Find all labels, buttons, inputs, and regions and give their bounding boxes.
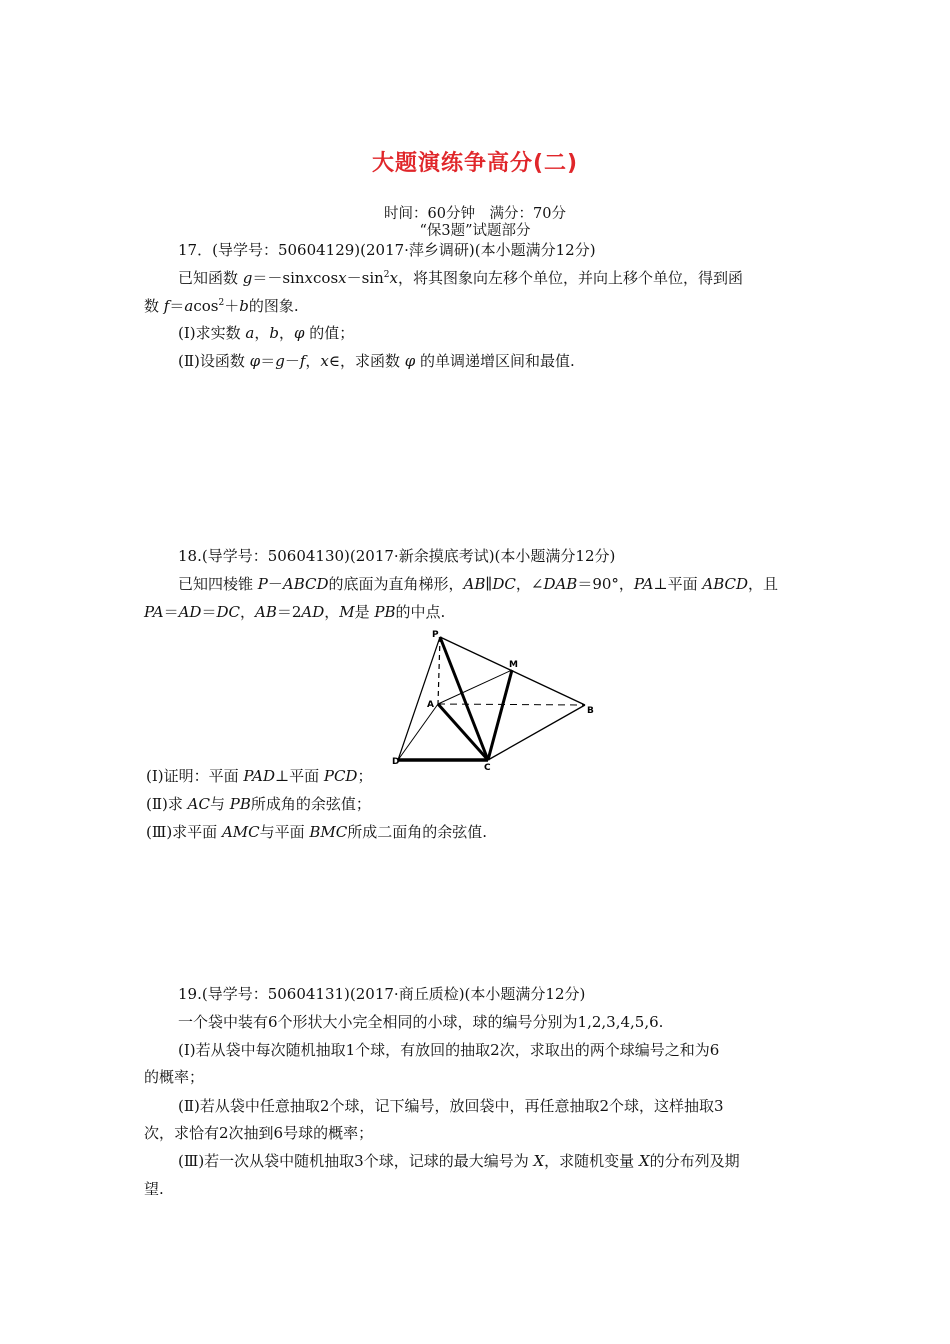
section-line: “保3题”试题部分 <box>419 223 531 239</box>
edge-AC <box>438 704 488 760</box>
q18-part-1: (Ⅰ)证明：平面 PAD⊥平面 PCD； <box>146 767 373 785</box>
page-title: 大题演练争高分(二) <box>371 151 579 176</box>
q19-part-1-line-2: 的概率； <box>144 1068 205 1086</box>
q17-part-1: (Ⅰ)求实数 a，b，φ 的值； <box>178 324 355 342</box>
q19-part-3-line-1: (Ⅲ)若一次从袋中随机抽取3个球，记球的最大编号为 X，求随机变量 X的分布列及期 <box>178 1152 740 1170</box>
edge-DA <box>398 704 438 760</box>
q17-body-line-1: 已知函数 $g=-sinxcosx-\sin^2x$，将其图象向左移个单位，并向上移个单位，得到函 <box>178 269 743 287</box>
edge-AB <box>438 704 585 705</box>
q19-intro: 一个袋中装有6个形状大小完全相同的小球，球的编号分别为1,2,3,4,5,6. <box>178 1013 664 1031</box>
q19-part-2-line-1: (Ⅱ)若从袋中任意抽取2个球，记下编号，放回袋中，再任意抽取2个球，这样抽取3 <box>178 1097 724 1115</box>
q17-header: 17．(导学号：50604129)(2017·萍乡调研)(本小题满分12分) <box>178 241 596 259</box>
edge-CB <box>488 705 585 760</box>
q17-part-2: (Ⅱ)设函数 φ＝g－f，x∈，求函数 φ 的单调递增区间和最值. <box>178 352 575 370</box>
label-C: C <box>484 763 491 770</box>
q19-part-2-line-2: 次，求恰有2次抽到6号球的概率； <box>144 1124 374 1142</box>
label-A: A <box>427 700 434 710</box>
label-B: B <box>587 706 594 716</box>
time-score-line: 时间：60分钟 满分：70分 <box>384 206 566 222</box>
edge-MC <box>488 670 512 760</box>
q18-body-line-1: 已知四棱锥 P－ABCD的底面为直角梯形，AB∥DC，∠DAB＝90°，PA⊥平面 ABCD，且 <box>178 575 779 593</box>
label-D: D <box>392 757 400 767</box>
q18-body-line-2: PA＝AD＝DC，AB＝2AD，M是 PB的中点. <box>144 603 446 621</box>
q19-part-3-line-2: 望. <box>144 1180 164 1198</box>
q18-part-2: (Ⅱ)求 AC与 PB所成角的余弦值； <box>146 795 371 813</box>
edge-MA <box>438 670 512 704</box>
label-M: M <box>509 660 518 670</box>
q18-part-3: (Ⅲ)求平面 AMC与平面 BMC所成二面角的余弦值. <box>146 823 488 841</box>
edge-PA <box>438 637 440 704</box>
edge-PD <box>398 637 440 760</box>
q19-header: 19.(导学号：50604131)(2017·商丘质检)(本小题满分12分) <box>178 985 586 1003</box>
pyramid-figure <box>390 625 600 770</box>
q18-header: 18.(导学号：50604130)(2017·新余摸底考试)(本小题满分12分) <box>178 547 616 565</box>
q19-part-1-line-1: (Ⅰ)若从袋中每次随机抽取1个球，有放回的抽取2次，求取出的两个球编号之和为6 <box>178 1041 720 1059</box>
q17-body-line-2: 数 f＝acos$^2$＋b的图象. <box>144 297 299 315</box>
label-P: P <box>432 630 439 640</box>
